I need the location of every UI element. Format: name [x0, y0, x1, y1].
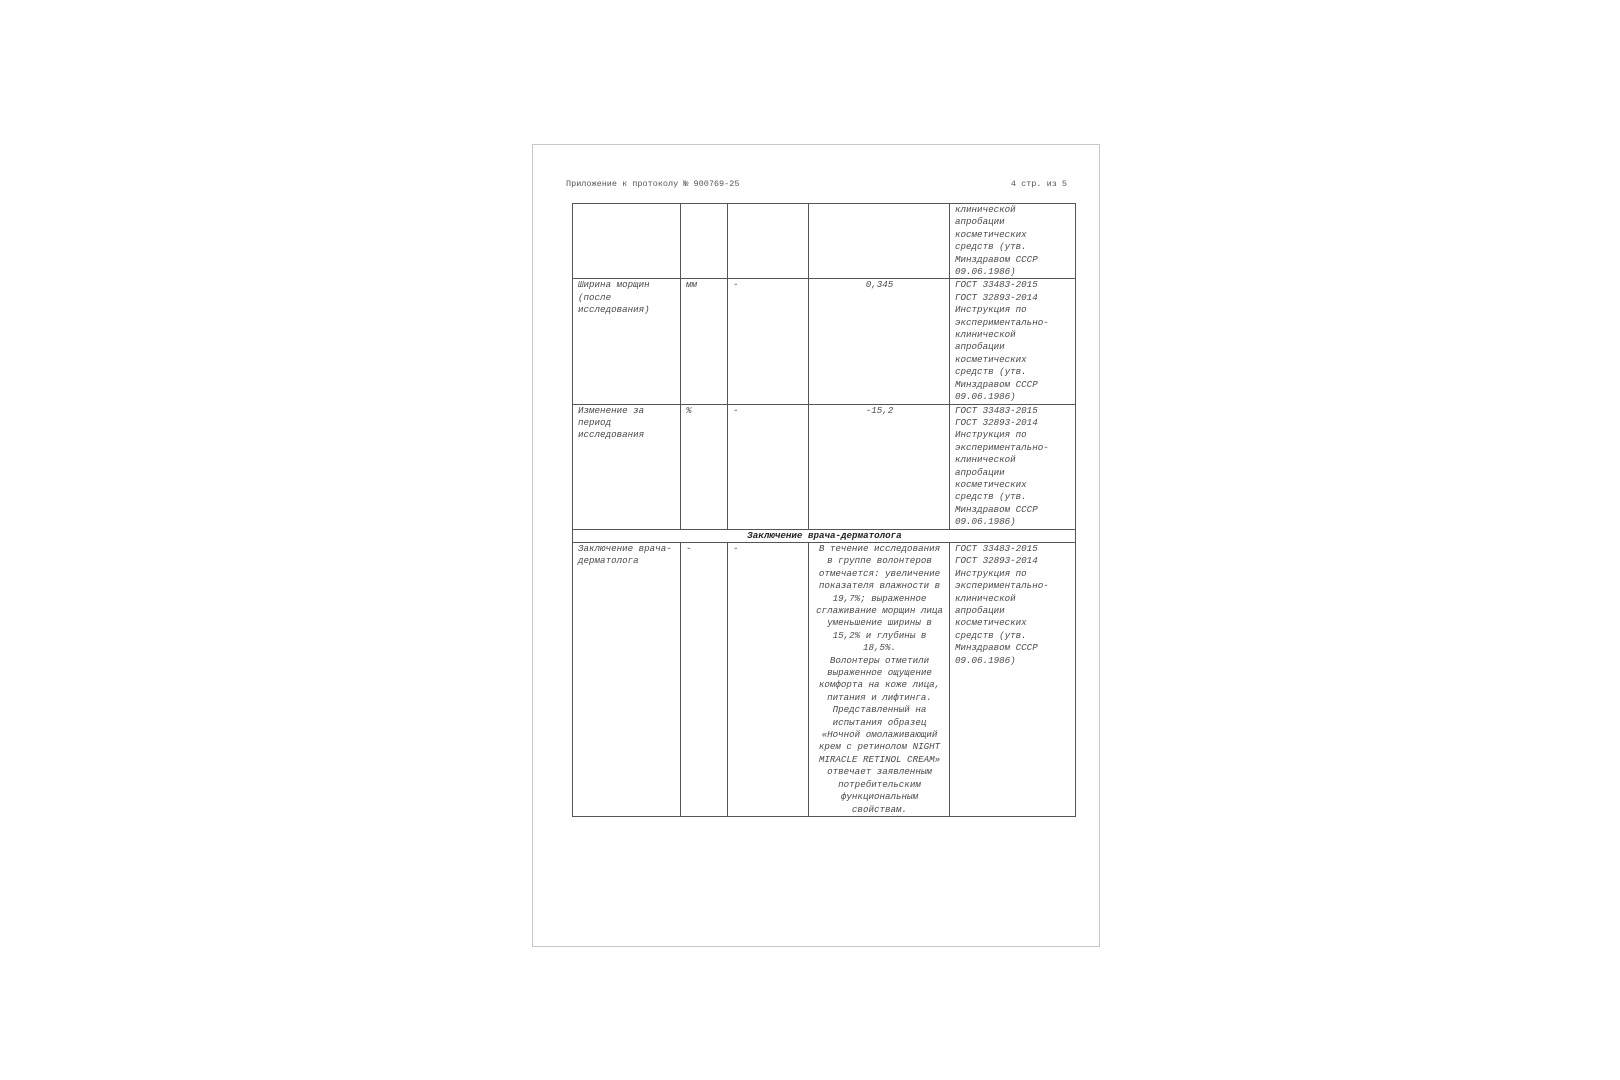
parameter-name-cell: Ширина морщин (после исследования) — [573, 279, 681, 404]
parameter-name-cell: Изменение за период исследования — [573, 404, 681, 529]
norm-cell: - — [728, 404, 809, 529]
page-counter: 4 стр. из 5 — [1010, 179, 1067, 189]
conclusion-row — [573, 542, 1076, 816]
norm-cell: - — [728, 279, 809, 404]
conclusion-text-cell: В течение исследования в группе волонтеров отмечается: увеличение показателя влажности в 19,7%; выраженное сглаживание морщин лица уменьшение ширины в 15,2% и глубины в 18,5%. Волонтеры отметили выраженное ощущение комфорта на коже лица, питания и лифтинга. Представленный на испытания образец «Ночной омолаживающий крем с ретинолом NIGHT MIRACLE RETINOL CREAM» отвечает заявленным потребительским функциональным свойствам. — [809, 542, 950, 816]
result-value-cell: -15,2 — [809, 404, 950, 529]
results-table — [572, 203, 1076, 817]
section-header-row — [573, 529, 1076, 542]
unit-cell: % — [681, 404, 728, 529]
method-cell: клинической апробации косметических средств (утв. Минздравом СССР 09.06.1986) — [950, 204, 1076, 279]
method-cell: ГОСТ 33483-2015 ГОСТ 32893-2014 Инструкция по экспериментально- клинической апробации косметических средств (утв. Минздравом СССР 09.06.1986) — [950, 542, 1076, 816]
parameter-name-cell: Заключение врача- дерматолога — [573, 542, 681, 816]
norm-cell — [728, 204, 809, 279]
section-title: Заключение врача-дерматолога — [573, 529, 1076, 542]
method-cell: ГОСТ 33483-2015 ГОСТ 32893-2014 Инструкция по экспериментально- клинической апробации косметических средств (утв. Минздравом СССР 09.06.1986) — [950, 279, 1076, 404]
table-row — [573, 204, 1076, 279]
table-row — [573, 404, 1076, 529]
unit-cell — [681, 204, 728, 279]
method-cell: ГОСТ 33483-2015 ГОСТ 32893-2014 Инструкция по экспериментально- клинической апробации косметических средств (утв. Минздравом СССР 09.06.1986) — [950, 404, 1076, 529]
unit-cell: - — [681, 542, 728, 816]
table-row — [573, 279, 1076, 404]
unit-cell: мм — [681, 279, 728, 404]
result-value-cell: 0,345 — [809, 279, 950, 404]
document-page — [532, 144, 1100, 947]
parameter-name-cell — [573, 204, 681, 279]
result-value-cell — [809, 204, 950, 279]
protocol-header: Приложение к протоколу № 900769-25 — [566, 179, 740, 189]
norm-cell: - — [728, 542, 809, 816]
